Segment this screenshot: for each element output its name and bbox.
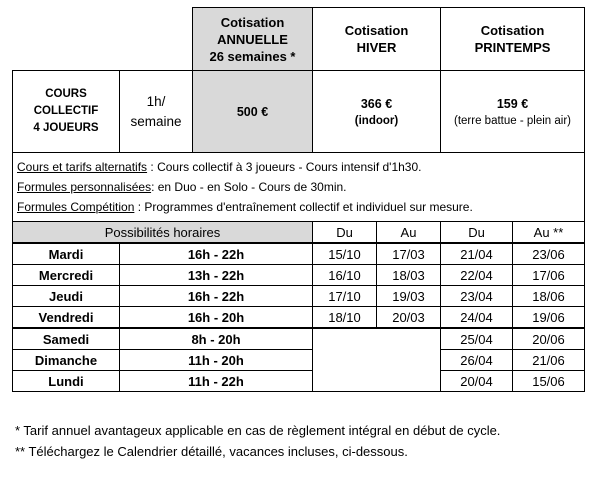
schedule-title: Possibilités horaires — [13, 222, 313, 244]
date-cell: 17/03 — [377, 243, 441, 265]
info-label: Cours et tarifs alternatifs — [17, 160, 148, 174]
alternatives-info — [13, 153, 585, 222]
info-line-alternatives — [17, 157, 580, 177]
date-cell: 17/10 — [313, 286, 377, 307]
date-cell: 25/04 — [441, 328, 513, 350]
course-label-line3: 4 JOUEURS — [33, 122, 99, 134]
annual-header-line1: Cotisation — [220, 14, 285, 30]
date-cell: 20/04 — [441, 371, 513, 392]
date-cell: 20/06 — [513, 328, 585, 350]
date-cell: 23/04 — [441, 286, 513, 307]
info-text: : Cours collectif à 3 joueurs - Cours intensif d'1h30. — [147, 160, 422, 174]
col-au-winter: Au — [377, 222, 441, 244]
spring-header — [441, 8, 585, 71]
table-row — [13, 328, 585, 350]
date-cell: 23/06 — [513, 243, 585, 265]
empty-corner — [13, 8, 193, 71]
date-cell: 20/03 — [377, 307, 441, 329]
footnote-annual: * Tarif annuel avantageux applicable en cas de règlement intégral en début de cycle. — [15, 423, 501, 438]
spring-note: (terre battue - plein air) — [454, 114, 571, 127]
info-label: Formules Compétition — [17, 200, 135, 214]
annual-header-line3: 26 semaines * — [209, 48, 296, 64]
day-cell: Jeudi — [13, 286, 120, 307]
info-text: : Programmes d'entraînement collectif et individuel sur mesure. — [134, 200, 473, 214]
hours-cell: 13h - 22h — [120, 265, 313, 286]
date-cell: 21/04 — [441, 243, 513, 265]
date-cell: 22/04 — [441, 265, 513, 286]
table-row — [13, 371, 585, 392]
date-cell: 18/03 — [377, 265, 441, 286]
spring-price: 159 € — [496, 96, 529, 111]
col-du-winter: Du — [313, 222, 377, 244]
col-du-spring: Du — [441, 222, 513, 244]
winter-price: 366 € — [360, 96, 393, 111]
table-row — [13, 350, 585, 371]
date-cell: 24/04 — [441, 307, 513, 329]
hours-cell: 11h - 20h — [120, 350, 313, 371]
course-label-line1: COURS — [45, 88, 87, 100]
info-line-personalised — [17, 177, 580, 197]
annual-price: 500 € — [193, 71, 313, 153]
period-label-line2: semaine — [130, 113, 182, 129]
hours-cell: 16h - 22h — [120, 286, 313, 307]
day-cell: Mardi — [13, 243, 120, 265]
period-label — [120, 71, 193, 153]
day-cell: Lundi — [13, 371, 120, 392]
table-row — [13, 307, 585, 329]
course-label-line2: COLLECTIF — [33, 105, 99, 117]
winter-price-cell — [313, 71, 441, 153]
date-cell: 18/06 — [513, 286, 585, 307]
info-line-competition — [17, 197, 580, 217]
col-au-spring: Au ** — [513, 222, 585, 244]
day-cell: Mercredi — [13, 265, 120, 286]
day-cell: Dimanche — [13, 350, 120, 371]
table-row — [13, 265, 585, 286]
hours-cell: 11h - 22h — [120, 371, 313, 392]
table-row — [13, 286, 585, 307]
date-cell: 16/10 — [313, 265, 377, 286]
date-cell: 17/06 — [513, 265, 585, 286]
date-cell: 26/04 — [441, 350, 513, 371]
date-cell: 18/10 — [313, 307, 377, 329]
day-cell: Vendredi — [13, 307, 120, 329]
info-text: : en Duo - en Solo - Cours de 30min. — [151, 180, 347, 194]
winter-header-line2: HIVER — [356, 40, 397, 55]
date-cell: 21/06 — [513, 350, 585, 371]
info-label: Formules personnalisées — [17, 180, 152, 194]
annual-header — [193, 8, 313, 71]
spring-header-line2: PRINTEMPS — [474, 40, 551, 55]
footnotes — [15, 420, 500, 462]
annual-header-line2: ANNUELLE — [217, 31, 288, 47]
hours-cell: 16h - 20h — [120, 307, 313, 329]
day-cell: Samedi — [13, 328, 120, 350]
winter-closed-cell — [313, 328, 441, 392]
date-cell: 19/06 — [513, 307, 585, 329]
spring-header-line1: Cotisation — [480, 23, 545, 38]
course-label — [13, 71, 120, 153]
winter-header-line1: Cotisation — [344, 23, 409, 38]
pricing-schedule-table — [12, 7, 585, 392]
winter-note: (indoor) — [354, 114, 399, 127]
date-cell: 15/06 — [513, 371, 585, 392]
hours-cell: 16h - 22h — [120, 243, 313, 265]
table-row — [13, 243, 585, 265]
period-label-line1: 1h/ — [146, 93, 166, 109]
winter-header — [313, 8, 441, 71]
hours-cell: 8h - 20h — [120, 328, 313, 350]
date-cell: 15/10 — [313, 243, 377, 265]
date-cell: 19/03 — [377, 286, 441, 307]
footnote-calendar: ** Téléchargez le Calendrier détaillé, vacances incluses, ci-dessous. — [15, 444, 408, 459]
spring-price-cell — [441, 71, 585, 153]
